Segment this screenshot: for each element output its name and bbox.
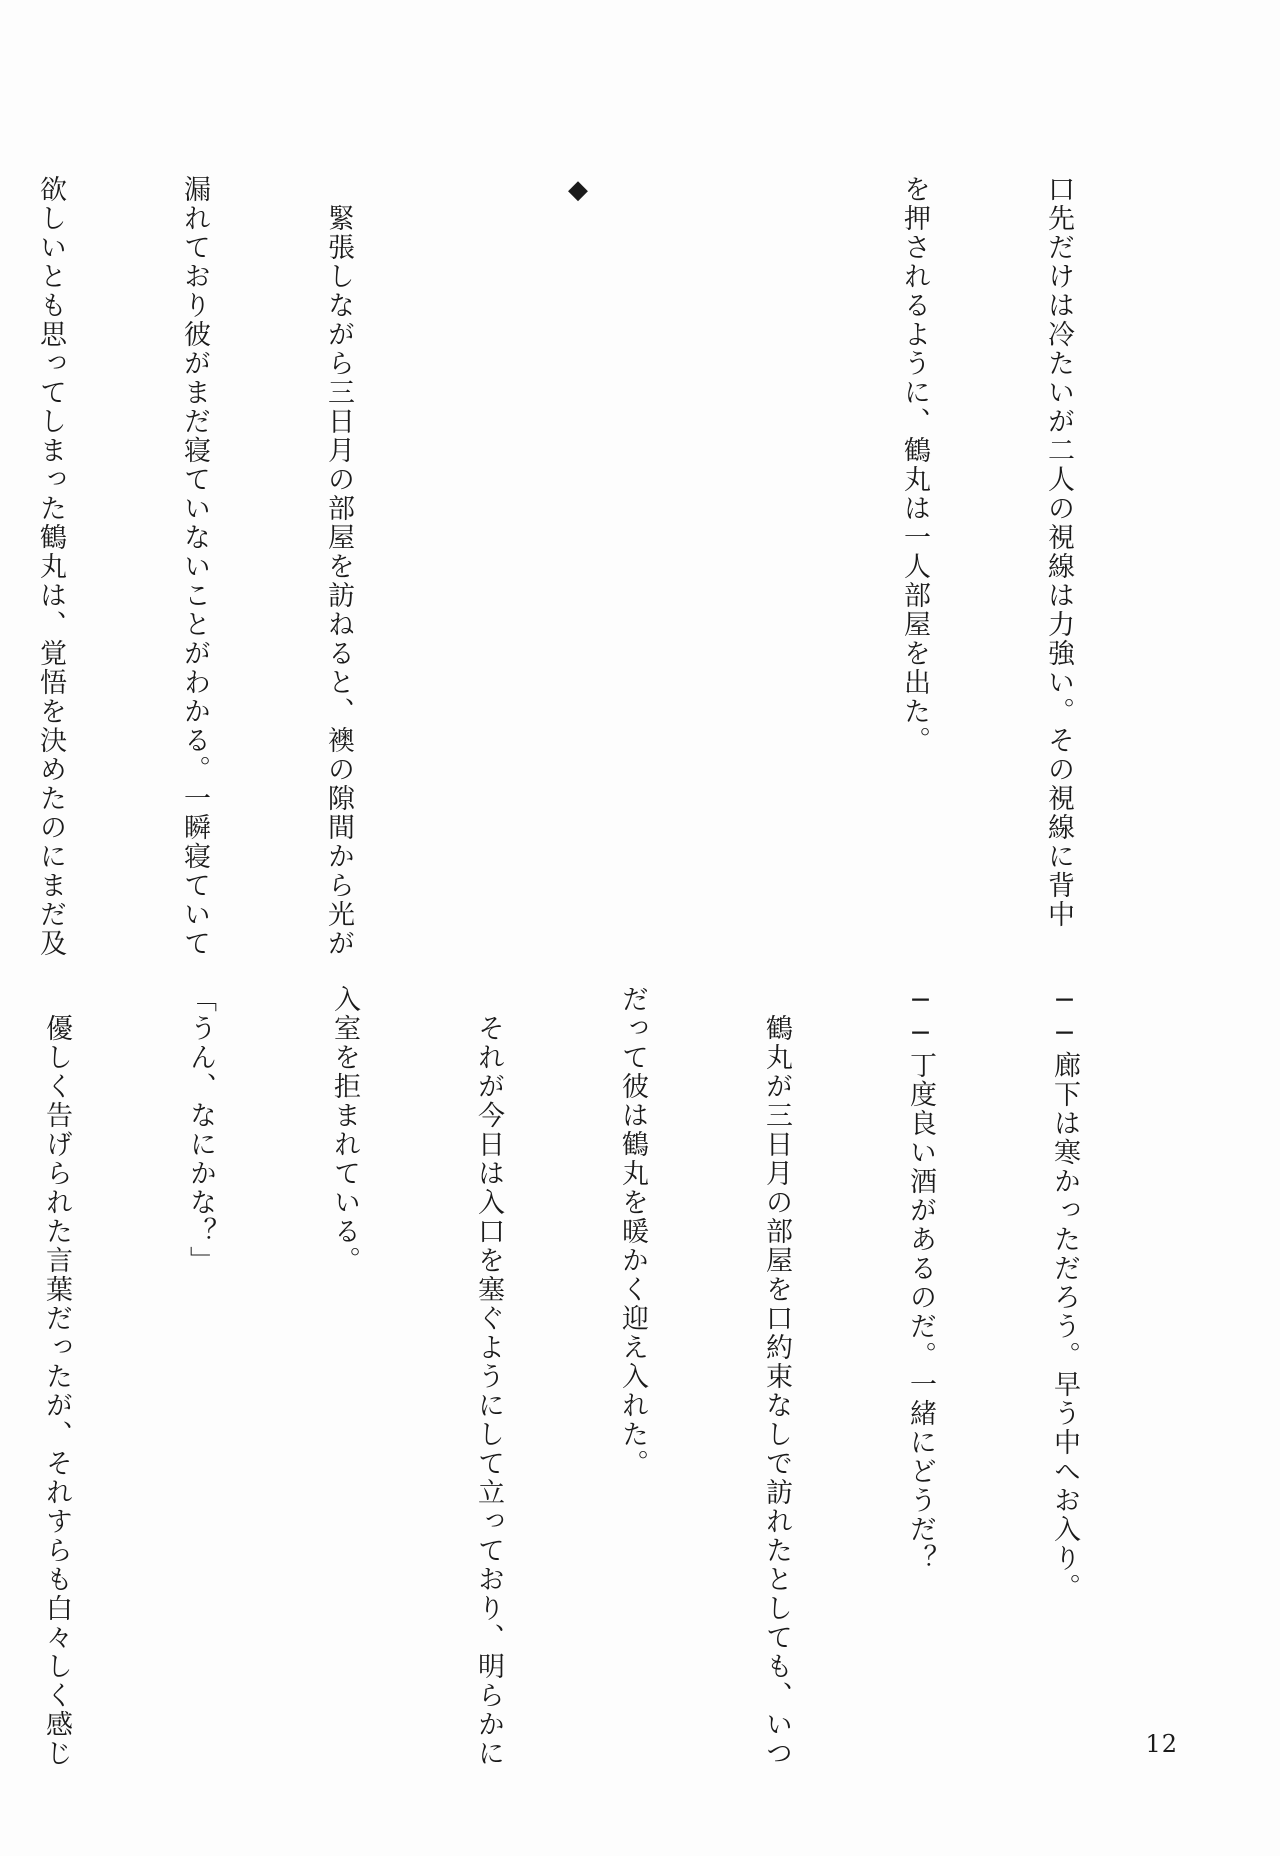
text-line: ──廊下は寒かっただろう。早う中へお入り。: [1049, 985, 1080, 1602]
text-line: 緊張しながら三日月の部屋を訪ねると、襖の隙間から光が: [323, 175, 354, 958]
text-line: 優しく告げられた言葉だったが、それすらも白々しく感じ: [41, 985, 72, 1768]
section-divider-diamond: ◆: [563, 175, 593, 207]
text-block-top: [0, 175, 1178, 958]
text-line: 「うん、なにかな？」: [185, 985, 216, 1275]
text-line: だって彼は鶴丸を暖かく迎え入れた。: [617, 985, 648, 1478]
text-line: 鶴丸が三日月の部屋を口約束なしで訪れたとしても、いつ: [761, 985, 792, 1768]
text-line: 口先だけは冷たいが二人の視線は力強い。その視線に背中: [1043, 175, 1074, 929]
text-line: ──丁度良い酒があるのだ。一緒にどうだ？: [905, 985, 936, 1573]
text-line: を押されるように、鶴丸は一人部屋を出た。: [899, 175, 930, 755]
text-line: それが今日は入口を塞ぐようにして立っており、明らかに: [473, 985, 504, 1768]
page-number: 12: [1145, 1730, 1178, 1758]
text-line: 漏れており彼がまだ寝ていないことがわかる。一瞬寝ていて: [179, 175, 210, 958]
text-line: 欲しいとも思ってしまった鶴丸は、覚悟を決めたのにまだ及: [35, 175, 66, 958]
text-line: 入室を拒まれている。: [329, 985, 360, 1275]
